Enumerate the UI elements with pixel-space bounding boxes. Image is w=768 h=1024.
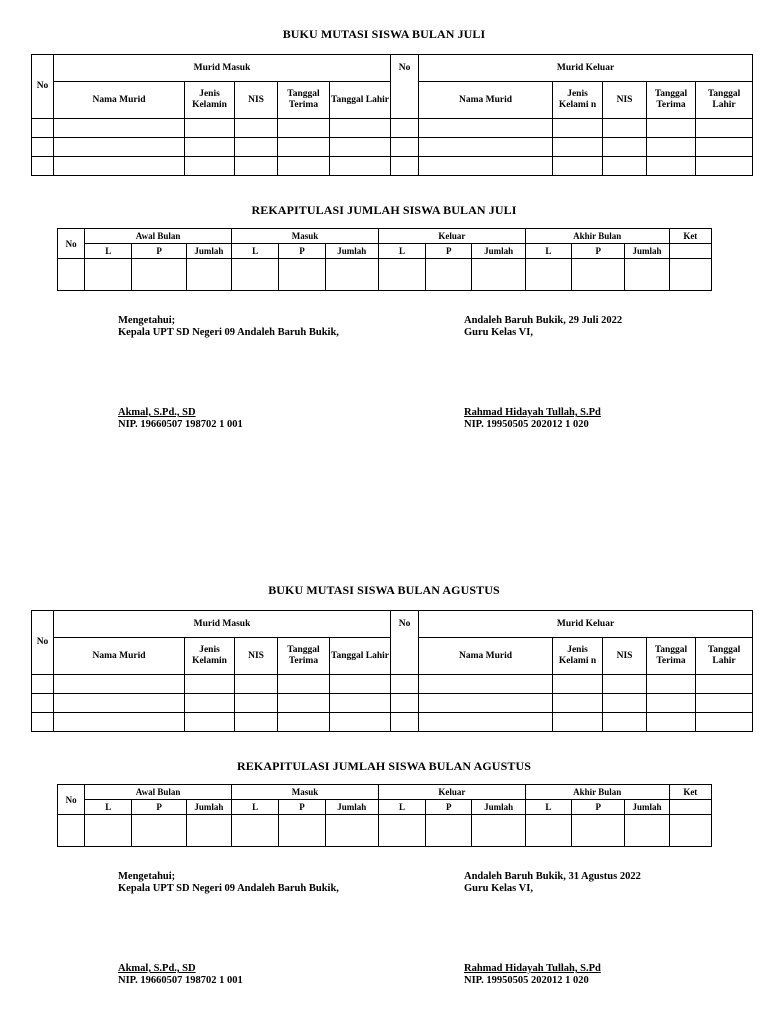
p-header: P — [132, 800, 186, 815]
p-header: P — [426, 800, 472, 815]
nis-header: NIS — [603, 82, 647, 119]
tanggal-terima-header: Tanggal Terima — [278, 82, 330, 119]
no-header: No — [58, 785, 85, 815]
jumlah-header: Jumlah — [625, 800, 669, 815]
guru-name: Rahmad Hidayah Tullah, S.Pd — [464, 407, 601, 418]
l-header: L — [378, 800, 425, 815]
p-header: P — [572, 244, 625, 259]
no-header: No — [32, 55, 54, 119]
kepala-nip: NIP. 19660507 198702 1 001 — [118, 419, 243, 430]
keluar-header: Keluar — [378, 785, 525, 800]
rekap-title-agustus: REKAPITULASI JUMLAH SISWA BULAN AGUSTUS — [237, 759, 531, 773]
jumlah-header: Jumlah — [186, 800, 231, 815]
table-row — [58, 815, 712, 847]
masuk-header: Masuk — [232, 785, 379, 800]
no-header: No — [32, 611, 54, 675]
l-header: L — [525, 244, 571, 259]
table-row — [32, 157, 753, 176]
p-header: P — [279, 800, 325, 815]
nis-header: NIS — [235, 638, 278, 675]
p-header: P — [279, 244, 325, 259]
rekap-title-juli: REKAPITULASI JUMLAH SISWA BULAN JULI — [251, 203, 517, 217]
signature-right-agustus — [464, 871, 641, 987]
table-row — [32, 694, 753, 713]
nis-header: NIS — [235, 82, 278, 119]
tanggal-terima-header: Tanggal Terima — [647, 638, 696, 675]
tanggal-lahir-header: Tanggal Lahir — [330, 638, 391, 675]
nis-header: NIS — [603, 638, 647, 675]
murid-masuk-header: Murid Masuk — [54, 55, 391, 82]
mutasi-table-agustus — [31, 610, 753, 732]
mengetahui-label: Mengetahui; — [118, 315, 176, 326]
nama-murid-header: Nama Murid — [54, 82, 185, 119]
keluar-header: Keluar — [378, 229, 525, 244]
nama-murid-header: Nama Murid — [419, 638, 553, 675]
guru-name: Rahmad Hidayah Tullah, S.Pd — [464, 963, 601, 974]
murid-masuk-header: Murid Masuk — [54, 611, 391, 638]
nama-murid-header: Nama Murid — [54, 638, 185, 675]
jenis-kelamin-header: Jenis Kelami n — [553, 82, 603, 119]
l-header: L — [525, 800, 571, 815]
p-header: P — [132, 244, 186, 259]
l-header: L — [85, 244, 132, 259]
signature-right-juli — [464, 315, 622, 431]
no-header: No — [58, 229, 85, 259]
guru-kelas-label: Guru Kelas VI, — [464, 327, 533, 338]
jumlah-header: Jumlah — [472, 244, 525, 259]
nama-murid-header: Nama Murid — [419, 82, 553, 119]
table-row — [32, 675, 753, 694]
mutasi-table-juli — [31, 54, 753, 176]
tanggal-terima-header: Tanggal Terima — [278, 638, 330, 675]
l-header: L — [232, 800, 279, 815]
jumlah-header: Jumlah — [625, 244, 669, 259]
jumlah-header: Jumlah — [186, 244, 231, 259]
l-header: L — [378, 244, 425, 259]
p-header: P — [426, 244, 472, 259]
tanggal-lahir-header: Tanggal Lahir — [696, 638, 753, 675]
guru-nip: NIP. 19950505 202012 1 020 — [464, 419, 589, 430]
table-row — [32, 713, 753, 732]
murid-keluar-header: Murid Keluar — [419, 611, 753, 638]
mutasi-title-juli: BUKU MUTASI SISWA BULAN JULI — [282, 27, 486, 41]
jenis-kelamin-header: Jenis Kelamin — [185, 82, 235, 119]
kepala-label: Kepala UPT SD Negeri 09 Andaleh Baruh Bukik, — [118, 327, 339, 338]
kepala-name: Akmal, S.Pd., SD — [118, 963, 196, 974]
masuk-header: Masuk — [232, 229, 379, 244]
signature-left-juli — [118, 315, 339, 431]
akhir-bulan-header: Akhir Bulan — [525, 229, 669, 244]
place-date: Andaleh Baruh Bukik, 31 Agustus 2022 — [464, 871, 641, 882]
mengetahui-label: Mengetahui; — [118, 871, 176, 882]
ket-header: Ket — [669, 229, 711, 244]
guru-kelas-label: Guru Kelas VI, — [464, 883, 533, 894]
tanggal-lahir-header: Tanggal Lahir — [330, 82, 391, 119]
kepala-label: Kepala UPT SD Negeri 09 Andaleh Baruh Bukik, — [118, 883, 339, 894]
rekap-table-agustus — [57, 784, 712, 847]
no-header-keluar: No — [391, 611, 419, 675]
ket-header: Ket — [669, 785, 711, 800]
murid-keluar-header: Murid Keluar — [419, 55, 753, 82]
kepala-name: Akmal, S.Pd., SD — [118, 407, 196, 418]
guru-nip: NIP. 19950505 202012 1 020 — [464, 975, 589, 986]
l-header: L — [232, 244, 279, 259]
tanggal-lahir-header: Tanggal Lahir — [696, 82, 753, 119]
jenis-kelamin-header: Jenis Kelamin — [185, 638, 235, 675]
jumlah-header: Jumlah — [325, 244, 378, 259]
tanggal-terima-header: Tanggal Terima — [647, 82, 696, 119]
akhir-bulan-header: Akhir Bulan — [525, 785, 669, 800]
awal-bulan-header: Awal Bulan — [85, 229, 232, 244]
rekap-table-juli — [57, 228, 712, 291]
l-header: L — [85, 800, 132, 815]
jenis-kelamin-header: Jenis Kelami n — [553, 638, 603, 675]
signature-left-agustus — [118, 871, 339, 987]
no-header-keluar: No — [391, 55, 419, 119]
mutasi-title-agustus: BUKU MUTASI SISWA BULAN AGUSTUS — [268, 583, 500, 597]
table-row — [32, 138, 753, 157]
kepala-nip: NIP. 19660507 198702 1 001 — [118, 975, 243, 986]
place-date: Andaleh Baruh Bukik, 29 Juli 2022 — [464, 315, 623, 326]
table-row — [32, 119, 753, 138]
jumlah-header: Jumlah — [472, 800, 525, 815]
jumlah-header: Jumlah — [325, 800, 378, 815]
table-row — [58, 259, 712, 291]
awal-bulan-header: Awal Bulan — [85, 785, 232, 800]
p-header: P — [572, 800, 625, 815]
